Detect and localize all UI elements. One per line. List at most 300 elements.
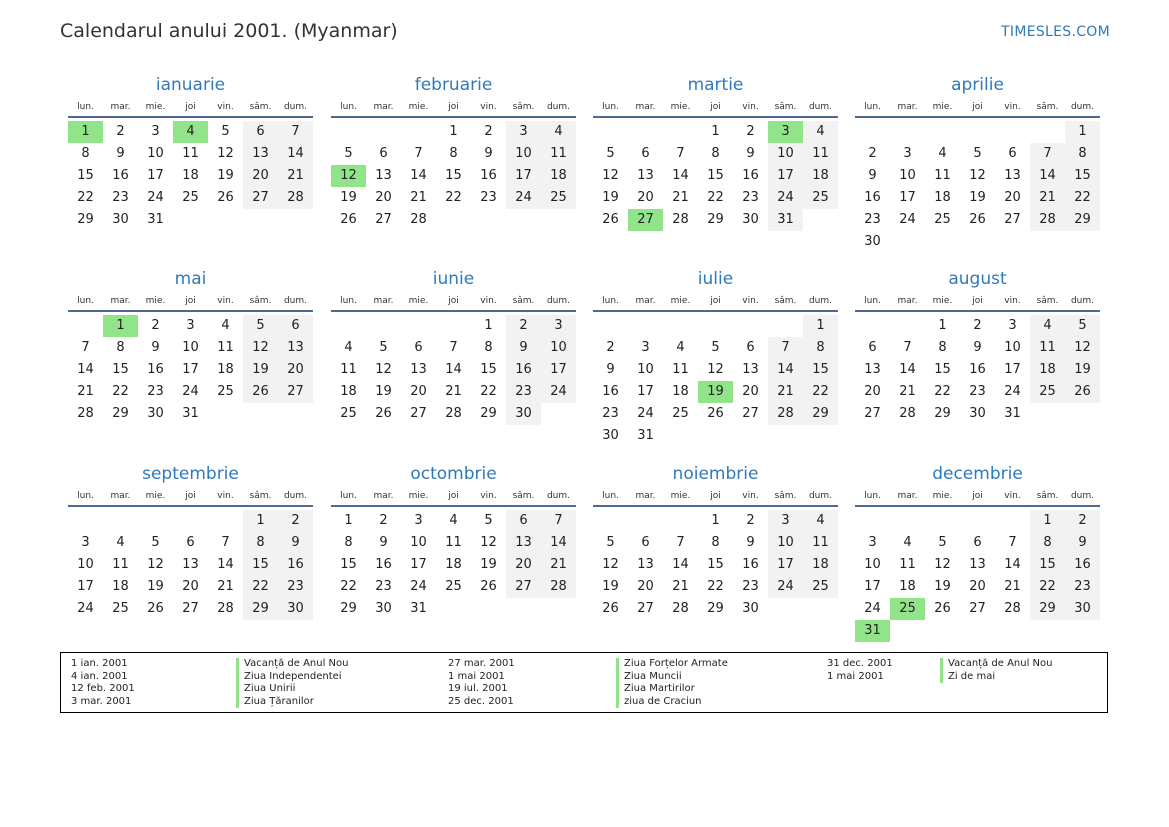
month-mai bbox=[68, 271, 313, 425]
day-cell: 24 bbox=[182, 384, 199, 399]
weekday-label: joi bbox=[448, 102, 459, 112]
month-septembrie bbox=[68, 466, 313, 620]
site-link[interactable]: TIMESLES.COM bbox=[1001, 24, 1110, 40]
day-cell: 1 bbox=[484, 318, 493, 333]
weekday-header bbox=[68, 98, 313, 118]
day-cell: 21 bbox=[77, 384, 94, 399]
weekday-label: mie. bbox=[932, 491, 953, 501]
day-cell: 1 bbox=[449, 124, 458, 139]
day-grid bbox=[68, 121, 313, 231]
day-cell: 5 bbox=[1065, 315, 1100, 337]
day-cell: 10 bbox=[147, 146, 164, 161]
day-cell: 19 bbox=[147, 579, 164, 594]
day-cell: 22 bbox=[340, 579, 357, 594]
day-cell: 1 bbox=[243, 510, 278, 532]
day-cell: 17 bbox=[410, 557, 427, 572]
day-cell: 24 bbox=[637, 406, 654, 421]
day-cell: 6 bbox=[746, 340, 755, 355]
day-cell: 2 bbox=[973, 318, 982, 333]
day-cell: 8 bbox=[344, 535, 353, 550]
day-cell: 9 bbox=[606, 362, 615, 377]
day-cell: 9 bbox=[484, 146, 493, 161]
weekday-label: dum. bbox=[1070, 296, 1095, 306]
day-cell: 19 bbox=[934, 579, 951, 594]
weekday-header bbox=[331, 98, 576, 118]
weekday-label: mie. bbox=[932, 296, 953, 306]
day-cell: 16 bbox=[969, 362, 986, 377]
day-cell: 27 bbox=[1004, 212, 1021, 227]
month-ianuarie bbox=[68, 77, 313, 231]
day-cell: 14 bbox=[445, 362, 462, 377]
page-title: Calendarul anului 2001. (Myanmar) bbox=[60, 20, 398, 42]
day-cell: 20 bbox=[969, 579, 986, 594]
month-name: decembrie bbox=[932, 464, 1023, 484]
day-cell: 8 bbox=[243, 532, 278, 554]
month-noiembrie bbox=[593, 466, 838, 620]
day-cell: 5 bbox=[711, 340, 720, 355]
day-cell: 4 bbox=[449, 513, 458, 528]
weekday-label: sâm. bbox=[1036, 491, 1059, 501]
day-cell: 19 bbox=[243, 359, 278, 381]
day-cell: 24 bbox=[541, 381, 576, 403]
empty-day-cell bbox=[960, 121, 995, 143]
legend-holiday: Ziua Independentei bbox=[244, 670, 342, 682]
day-cell: 4 bbox=[803, 510, 838, 532]
day-cell: 6 bbox=[641, 146, 650, 161]
day-cell: 13 bbox=[742, 362, 759, 377]
day-cell: 10 bbox=[410, 535, 427, 550]
day-cell: 28 bbox=[1004, 601, 1021, 616]
day-cell: 21 bbox=[899, 384, 916, 399]
day-cell: 13 bbox=[637, 557, 654, 572]
weekday-label: mar. bbox=[635, 296, 656, 306]
legend-date: 3 mar. 2001 bbox=[71, 695, 132, 707]
weekday-label: vin. bbox=[480, 102, 497, 112]
legend-holiday: Ziua Martirilor bbox=[624, 683, 695, 694]
day-cell: 3 bbox=[151, 124, 160, 139]
empty-day-cell bbox=[995, 121, 1030, 143]
weekday-label: joi bbox=[448, 296, 459, 306]
day-cell: 10 bbox=[182, 340, 199, 355]
day-cell: 15 bbox=[1065, 165, 1100, 187]
day-cell: 17 bbox=[182, 362, 199, 377]
weekday-label: mie. bbox=[670, 296, 691, 306]
month-decembrie bbox=[855, 466, 1100, 642]
holiday-day-cell: 19 bbox=[698, 381, 733, 403]
weekday-label: dum. bbox=[546, 491, 571, 501]
day-cell: 19 bbox=[602, 579, 619, 594]
weekday-label: dum. bbox=[283, 102, 308, 112]
day-cell: 12 bbox=[217, 146, 234, 161]
day-cell: 23 bbox=[480, 190, 497, 205]
day-cell: 15 bbox=[707, 168, 724, 183]
empty-day-cell bbox=[628, 510, 663, 532]
weekday-label: dum. bbox=[546, 102, 571, 112]
day-cell: 7 bbox=[768, 337, 803, 359]
weekday-header bbox=[593, 292, 838, 312]
empty-day-cell bbox=[593, 121, 628, 143]
empty-day-cell bbox=[855, 121, 890, 143]
day-cell: 16 bbox=[278, 554, 313, 576]
weekday-label: vin. bbox=[217, 296, 234, 306]
day-cell: 3 bbox=[81, 535, 90, 550]
weekday-label: mar. bbox=[897, 296, 918, 306]
legend-holiday: Zi de mai bbox=[948, 670, 996, 682]
day-cell: 10 bbox=[77, 557, 94, 572]
day-grid bbox=[68, 315, 313, 425]
day-cell: 24 bbox=[410, 579, 427, 594]
day-cell: 28 bbox=[672, 601, 689, 616]
day-cell: 17 bbox=[768, 554, 803, 576]
day-cell: 11 bbox=[803, 532, 838, 554]
day-cell: 3 bbox=[1008, 318, 1017, 333]
day-cell: 6 bbox=[278, 315, 313, 337]
weekday-label: joi bbox=[972, 296, 983, 306]
day-cell: 24 bbox=[77, 601, 94, 616]
empty-day-cell bbox=[331, 121, 366, 143]
day-cell: 29 bbox=[707, 212, 724, 227]
day-cell: 23 bbox=[112, 190, 129, 205]
day-grid bbox=[855, 510, 1100, 642]
day-cell: 12 bbox=[1065, 337, 1100, 359]
legend-names-col-1 bbox=[236, 658, 348, 708]
day-cell: 24 bbox=[147, 190, 164, 205]
month-august bbox=[855, 271, 1100, 425]
day-cell: 6 bbox=[379, 146, 388, 161]
weekday-label: dum. bbox=[808, 296, 833, 306]
weekday-label: lun. bbox=[340, 491, 357, 501]
weekday-label: mie. bbox=[408, 491, 429, 501]
day-cell: 22 bbox=[445, 190, 462, 205]
weekday-label: mar. bbox=[373, 296, 394, 306]
day-cell: 28 bbox=[77, 406, 94, 421]
day-cell: 24 bbox=[864, 601, 881, 616]
day-cell: 31 bbox=[147, 212, 164, 227]
day-cell: 2 bbox=[379, 513, 388, 528]
day-cell: 22 bbox=[243, 576, 278, 598]
day-cell: 9 bbox=[278, 532, 313, 554]
weekday-label: lun. bbox=[864, 491, 881, 501]
day-cell: 2 bbox=[746, 124, 755, 139]
day-cell: 4 bbox=[803, 121, 838, 143]
day-cell: 18 bbox=[1030, 359, 1065, 381]
day-cell: 31 bbox=[1004, 406, 1021, 421]
day-cell: 11 bbox=[541, 143, 576, 165]
day-cell: 15 bbox=[480, 362, 497, 377]
day-cell: 18 bbox=[899, 579, 916, 594]
day-cell: 12 bbox=[707, 362, 724, 377]
weekday-label: mie. bbox=[670, 491, 691, 501]
day-cell: 10 bbox=[637, 362, 654, 377]
empty-day-cell bbox=[401, 315, 436, 337]
legend-names-col-3 bbox=[940, 658, 1052, 683]
weekday-label: mie. bbox=[145, 296, 166, 306]
day-cell: 25 bbox=[217, 384, 234, 399]
weekday-label: mar. bbox=[373, 491, 394, 501]
day-cell: 4 bbox=[676, 340, 685, 355]
day-cell: 22 bbox=[1065, 187, 1100, 209]
weekday-label: dum. bbox=[283, 296, 308, 306]
weekday-label: vin. bbox=[480, 491, 497, 501]
day-cell: 11 bbox=[340, 362, 357, 377]
day-cell: 15 bbox=[934, 362, 951, 377]
day-cell: 17 bbox=[637, 384, 654, 399]
day-cell: 30 bbox=[602, 428, 619, 443]
day-cell: 10 bbox=[541, 337, 576, 359]
holiday-day-cell: 3 bbox=[768, 121, 803, 143]
empty-day-cell bbox=[138, 510, 173, 532]
day-cell: 10 bbox=[1004, 340, 1021, 355]
weekday-label: mar. bbox=[897, 491, 918, 501]
weekday-header bbox=[331, 487, 576, 507]
weekday-label: sâm. bbox=[249, 296, 272, 306]
day-cell: 19 bbox=[1065, 359, 1100, 381]
weekday-header bbox=[331, 292, 576, 312]
day-cell: 27 bbox=[410, 406, 427, 421]
weekday-label: joi bbox=[972, 102, 983, 112]
day-cell: 15 bbox=[77, 168, 94, 183]
day-cell: 23 bbox=[742, 579, 759, 594]
day-cell: 27 bbox=[864, 406, 881, 421]
weekday-label: joi bbox=[185, 491, 196, 501]
day-cell: 17 bbox=[147, 168, 164, 183]
day-cell: 25 bbox=[112, 601, 129, 616]
day-cell: 18 bbox=[803, 554, 838, 576]
day-cell: 18 bbox=[217, 362, 234, 377]
legend-date: 1 mai 2001 bbox=[448, 670, 505, 682]
empty-day-cell bbox=[663, 510, 698, 532]
day-cell: 30 bbox=[864, 234, 881, 249]
weekday-header bbox=[593, 487, 838, 507]
empty-day-cell bbox=[593, 510, 628, 532]
day-cell: 28 bbox=[217, 601, 234, 616]
day-cell: 13 bbox=[506, 532, 541, 554]
day-cell: 7 bbox=[903, 340, 912, 355]
month-name: mai bbox=[174, 269, 207, 289]
day-cell: 14 bbox=[217, 557, 234, 572]
day-cell: 26 bbox=[934, 601, 951, 616]
day-cell: 2 bbox=[868, 146, 877, 161]
day-cell: 13 bbox=[182, 557, 199, 572]
empty-day-cell bbox=[331, 315, 366, 337]
day-cell: 11 bbox=[899, 557, 916, 572]
day-cell: 8 bbox=[938, 340, 947, 355]
day-cell: 13 bbox=[637, 168, 654, 183]
day-cell: 9 bbox=[1065, 532, 1100, 554]
day-grid bbox=[855, 121, 1100, 253]
weekday-label: lun. bbox=[340, 296, 357, 306]
day-cell: 17 bbox=[506, 165, 541, 187]
weekday-label: mie. bbox=[145, 491, 166, 501]
day-cell: 29 bbox=[934, 406, 951, 421]
day-cell: 23 bbox=[506, 381, 541, 403]
day-cell: 14 bbox=[278, 143, 313, 165]
day-cell: 12 bbox=[602, 168, 619, 183]
day-cell: 9 bbox=[868, 168, 877, 183]
day-cell: 20 bbox=[410, 384, 427, 399]
weekday-label: sâm. bbox=[774, 491, 797, 501]
month-name: martie bbox=[687, 75, 744, 95]
day-cell: 13 bbox=[864, 362, 881, 377]
day-cell: 9 bbox=[746, 535, 755, 550]
empty-day-cell bbox=[995, 510, 1030, 532]
weekday-label: lun. bbox=[864, 102, 881, 112]
weekday-label: joi bbox=[448, 491, 459, 501]
weekday-label: joi bbox=[710, 491, 721, 501]
weekday-label: lun. bbox=[77, 102, 94, 112]
day-cell: 16 bbox=[742, 557, 759, 572]
empty-day-cell bbox=[925, 121, 960, 143]
weekday-label: lun. bbox=[77, 296, 94, 306]
legend-date: 4 ian. 2001 bbox=[71, 670, 128, 682]
day-cell: 15 bbox=[243, 554, 278, 576]
weekday-label: mie. bbox=[670, 102, 691, 112]
day-cell: 11 bbox=[112, 557, 129, 572]
month-name: iunie bbox=[432, 269, 475, 289]
day-cell: 2 bbox=[746, 513, 755, 528]
weekday-label: dum. bbox=[808, 491, 833, 501]
day-cell: 7 bbox=[278, 121, 313, 143]
legend-date: 19 iul. 2001 bbox=[448, 683, 508, 694]
day-cell: 17 bbox=[541, 359, 576, 381]
day-cell: 3 bbox=[641, 340, 650, 355]
day-cell: 8 bbox=[81, 146, 90, 161]
month-iulie bbox=[593, 271, 838, 447]
month-name: august bbox=[948, 269, 1007, 289]
empty-day-cell bbox=[68, 510, 103, 532]
weekday-label: lun. bbox=[340, 102, 357, 112]
day-cell: 8 bbox=[1030, 532, 1065, 554]
empty-day-cell bbox=[733, 315, 768, 337]
day-cell: 4 bbox=[344, 340, 353, 355]
day-cell: 28 bbox=[672, 212, 689, 227]
legend-dates-col-3 bbox=[827, 658, 893, 683]
day-cell: 30 bbox=[969, 406, 986, 421]
day-cell: 10 bbox=[506, 143, 541, 165]
weekday-label: dum. bbox=[1070, 491, 1095, 501]
day-cell: 10 bbox=[768, 143, 803, 165]
day-cell: 9 bbox=[116, 146, 125, 161]
weekday-label: mie. bbox=[932, 102, 953, 112]
weekday-label: sâm. bbox=[1036, 296, 1059, 306]
day-cell: 16 bbox=[1065, 554, 1100, 576]
day-grid bbox=[593, 510, 838, 620]
legend-holiday: ziua de Craciun bbox=[624, 695, 702, 707]
weekday-label: dum. bbox=[808, 102, 833, 112]
day-cell: 5 bbox=[938, 535, 947, 550]
month-name: iulie bbox=[697, 269, 734, 289]
day-cell: 1 bbox=[344, 513, 353, 528]
weekday-header bbox=[855, 292, 1100, 312]
day-cell: 3 bbox=[186, 318, 195, 333]
day-cell: 7 bbox=[676, 535, 685, 550]
day-cell: 16 bbox=[112, 168, 129, 183]
legend-dates-col-2 bbox=[448, 658, 515, 708]
day-cell: 21 bbox=[445, 384, 462, 399]
weekday-label: vin. bbox=[742, 296, 759, 306]
day-cell: 6 bbox=[868, 340, 877, 355]
day-cell: 29 bbox=[340, 601, 357, 616]
holiday-day-cell: 25 bbox=[890, 598, 925, 620]
holiday-legend bbox=[60, 652, 1108, 713]
month-iunie bbox=[331, 271, 576, 425]
day-cell: 7 bbox=[541, 510, 576, 532]
day-cell: 23 bbox=[375, 579, 392, 594]
day-cell: 25 bbox=[803, 576, 838, 598]
day-cell: 23 bbox=[278, 576, 313, 598]
day-cell: 24 bbox=[1004, 384, 1021, 399]
day-cell: 12 bbox=[602, 557, 619, 572]
day-cell: 27 bbox=[506, 576, 541, 598]
holiday-day-cell: 1 bbox=[68, 121, 103, 143]
day-cell: 16 bbox=[480, 168, 497, 183]
day-cell: 26 bbox=[1065, 381, 1100, 403]
day-cell: 25 bbox=[340, 406, 357, 421]
day-cell: 6 bbox=[1008, 146, 1017, 161]
day-cell: 22 bbox=[1030, 576, 1065, 598]
day-cell: 5 bbox=[243, 315, 278, 337]
day-cell: 30 bbox=[112, 212, 129, 227]
day-cell: 12 bbox=[147, 557, 164, 572]
day-cell: 29 bbox=[77, 212, 94, 227]
day-cell: 25 bbox=[672, 406, 689, 421]
holiday-day-cell: 1 bbox=[103, 315, 138, 337]
day-cell: 22 bbox=[707, 190, 724, 205]
weekday-label: vin. bbox=[742, 102, 759, 112]
weekday-label: dum. bbox=[546, 296, 571, 306]
day-cell: 22 bbox=[112, 384, 129, 399]
day-cell: 26 bbox=[375, 406, 392, 421]
day-cell: 16 bbox=[506, 359, 541, 381]
day-cell: 14 bbox=[672, 557, 689, 572]
legend-date: 27 mar. 2001 bbox=[448, 658, 515, 669]
day-cell: 2 bbox=[1065, 510, 1100, 532]
day-cell: 4 bbox=[903, 535, 912, 550]
day-cell: 28 bbox=[768, 403, 803, 425]
legend-date: 1 ian. 2001 bbox=[71, 658, 128, 669]
day-cell: 11 bbox=[217, 340, 234, 355]
day-cell: 20 bbox=[1004, 190, 1021, 205]
weekday-label: joi bbox=[185, 102, 196, 112]
day-cell: 31 bbox=[768, 209, 803, 231]
month-name: ianuarie bbox=[155, 75, 226, 95]
empty-day-cell bbox=[1030, 121, 1065, 143]
empty-day-cell bbox=[698, 315, 733, 337]
day-cell: 21 bbox=[672, 190, 689, 205]
day-cell: 4 bbox=[541, 121, 576, 143]
empty-day-cell bbox=[890, 510, 925, 532]
legend-dates-col-1 bbox=[71, 658, 135, 708]
day-cell: 14 bbox=[410, 168, 427, 183]
day-cell: 22 bbox=[803, 381, 838, 403]
day-cell: 11 bbox=[934, 168, 951, 183]
empty-day-cell bbox=[890, 121, 925, 143]
day-cell: 2 bbox=[116, 124, 125, 139]
day-cell: 28 bbox=[541, 576, 576, 598]
empty-day-cell bbox=[103, 510, 138, 532]
day-cell: 27 bbox=[243, 187, 278, 209]
day-cell: 24 bbox=[768, 187, 803, 209]
day-cell: 26 bbox=[602, 601, 619, 616]
holiday-day-cell: 12 bbox=[331, 165, 366, 187]
day-cell: 30 bbox=[278, 598, 313, 620]
day-cell: 13 bbox=[278, 337, 313, 359]
weekday-header bbox=[855, 487, 1100, 507]
day-cell: 21 bbox=[410, 190, 427, 205]
day-cell: 19 bbox=[217, 168, 234, 183]
day-cell: 26 bbox=[340, 212, 357, 227]
day-cell: 15 bbox=[112, 362, 129, 377]
